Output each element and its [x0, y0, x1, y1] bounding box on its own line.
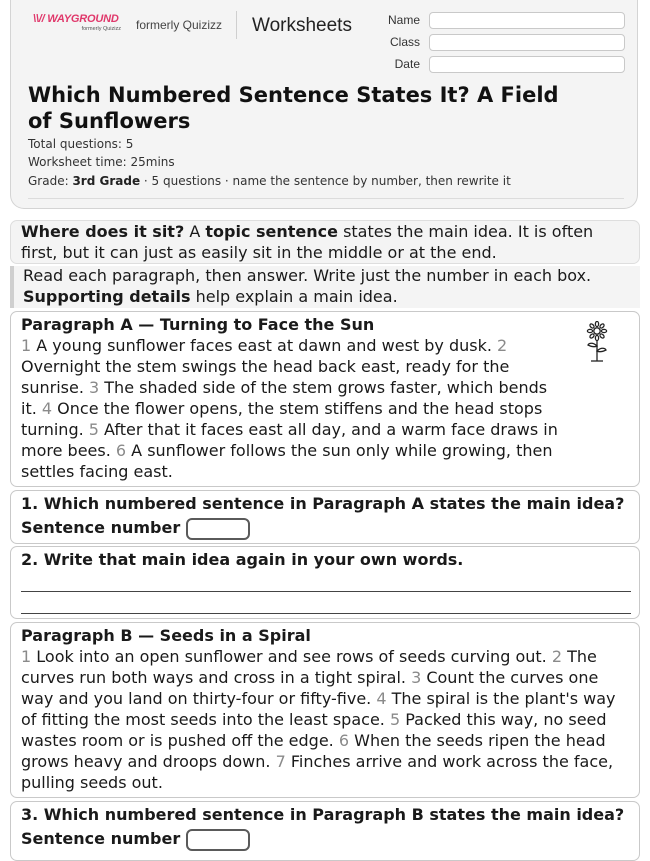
- sentence-text: A sunflower follows the sun only while growing, then settles facing east.: [21, 441, 553, 481]
- worksheet-header: [10, 0, 638, 209]
- logo-text: WAYGROUND: [47, 13, 119, 25]
- question-2-text: 2. Write that main idea again in your own words.: [21, 550, 464, 569]
- paragraph-a-body: [21, 335, 566, 482]
- date-input[interactable]: [429, 56, 625, 73]
- instructions: [10, 266, 640, 308]
- sentence-number: 6: [115, 441, 127, 460]
- instructions-line-1: Read each paragraph, then answer. Write just the number in each box.: [23, 266, 592, 285]
- question-1: [10, 490, 640, 544]
- sentence-number-input[interactable]: [186, 829, 250, 851]
- date-field-row: [371, 56, 625, 74]
- sentence-number: 5: [88, 420, 99, 439]
- instructions-line-2: [23, 287, 631, 308]
- sentence-number: 2: [497, 336, 508, 355]
- sentence-text: Finches arrive and work across the face, pulling seeds out.: [21, 752, 614, 792]
- date-label: Date: [394, 57, 420, 71]
- answer-line[interactable]: [21, 613, 631, 614]
- sentence-text: When the seeds ripen the head grows heavy and droops down.: [21, 731, 606, 771]
- question-3-answer-row: [21, 828, 629, 851]
- answer-label: Sentence number: [21, 829, 181, 848]
- sentence-text: Packed this way, no seed wastes room or is pushed off the edge.: [21, 710, 607, 750]
- tip-a: A: [184, 222, 206, 241]
- class-field-row: [371, 34, 625, 52]
- total-questions: Total questions: 5: [28, 137, 134, 151]
- sentence-number: 3: [89, 378, 100, 397]
- grade-line: [28, 174, 511, 188]
- worksheet-time: Worksheet time: 25mins: [28, 155, 175, 169]
- wayground-logo: [33, 13, 121, 32]
- sentence-number: 7: [275, 752, 286, 771]
- sentence-text: Count the curves one way and you land on thirty-four or fifty-five.: [21, 668, 599, 708]
- formerly-quizizz: formerly Quizizz: [136, 18, 223, 32]
- sunflower-icon: [585, 321, 609, 363]
- question-3: [10, 801, 640, 861]
- sentence-number: 1: [21, 647, 32, 666]
- answer-line[interactable]: [21, 591, 631, 592]
- sentence-number: 1: [21, 336, 32, 355]
- class-input[interactable]: [429, 34, 625, 51]
- grade-label: Grade:: [28, 174, 73, 188]
- sentence-text: After that it faces east all day, and a warm face draws in more bees.: [21, 420, 558, 460]
- sentence-number: 5: [389, 710, 401, 729]
- question-3-text: 3. Which numbered sentence in Paragraph B states the main idea?: [21, 805, 625, 824]
- paragraph-b-body: [21, 646, 629, 793]
- question-2: [10, 546, 640, 619]
- name-input[interactable]: [429, 12, 625, 29]
- name-field-row: [371, 12, 625, 30]
- instructions-rest: help explain a main idea.: [190, 286, 398, 306]
- sentence-text: The shaded side of the stem grows faster, which bends it.: [21, 378, 548, 418]
- sentence-text: Overnight the stem swings the head back east, ready for the sunrise.: [21, 357, 510, 397]
- answer-label: Sentence number: [21, 518, 181, 537]
- logo-mark-icon: \\//: [33, 13, 45, 25]
- sentence-number: 3: [411, 668, 422, 687]
- sentence-text: The curves run both ways and cross in a tight spiral.: [21, 647, 597, 687]
- worksheets-label: Worksheets: [252, 15, 352, 36]
- paragraph-b-title: Paragraph B — Seeds in a Spiral: [21, 626, 311, 645]
- grade-rest: · 5 questions · name the sentence by number, then rewrite it: [140, 174, 511, 188]
- topic-sentence-tip: [10, 220, 640, 264]
- question-1-answer-row: [21, 517, 629, 540]
- sentence-number-input[interactable]: [186, 518, 250, 540]
- sentence-text: The spiral is the plant's way of fitting the most seeds into the least space.: [21, 689, 616, 729]
- sentence-text: Once the flower opens, the stem stiffens and the head stops turning.: [21, 399, 543, 439]
- header-rule: [28, 198, 624, 199]
- sentence-text: A young sunflower faces east at dawn and west by dusk.: [31, 336, 498, 355]
- sentence-number: 2: [551, 647, 562, 666]
- class-label: Class: [389, 35, 420, 49]
- tip-term: topic sentence: [205, 222, 338, 241]
- sentence-number: 6: [338, 731, 350, 750]
- instructions-term: Supporting details: [23, 286, 191, 306]
- worksheet-title: Which Numbered Sentence States It? A Field of Sunflowers: [28, 83, 559, 133]
- paragraph-b: [10, 622, 640, 798]
- question-1-text: 1. Which numbered sentence in Paragraph A states the main idea?: [21, 494, 625, 513]
- grade-value: 3rd Grade: [72, 174, 141, 188]
- name-label: Name: [387, 13, 420, 27]
- sentence-number: 4: [41, 399, 53, 418]
- tip-rest: states the main idea. It is often first, but it can just as easily sit in the middle or at the end.: [21, 222, 594, 262]
- paragraph-a-title: Paragraph A — Turning to Face the Sun: [21, 315, 375, 334]
- sentence-text: Look into an open sunflower and see rows of seeds curving out.: [31, 647, 552, 666]
- sentence-number: 4: [376, 689, 387, 708]
- logo-subtext: formerly Quizizz: [81, 26, 121, 32]
- header-divider: [236, 11, 237, 39]
- tip-lead: Where does it sit?: [21, 222, 185, 241]
- paragraph-a: [10, 311, 640, 487]
